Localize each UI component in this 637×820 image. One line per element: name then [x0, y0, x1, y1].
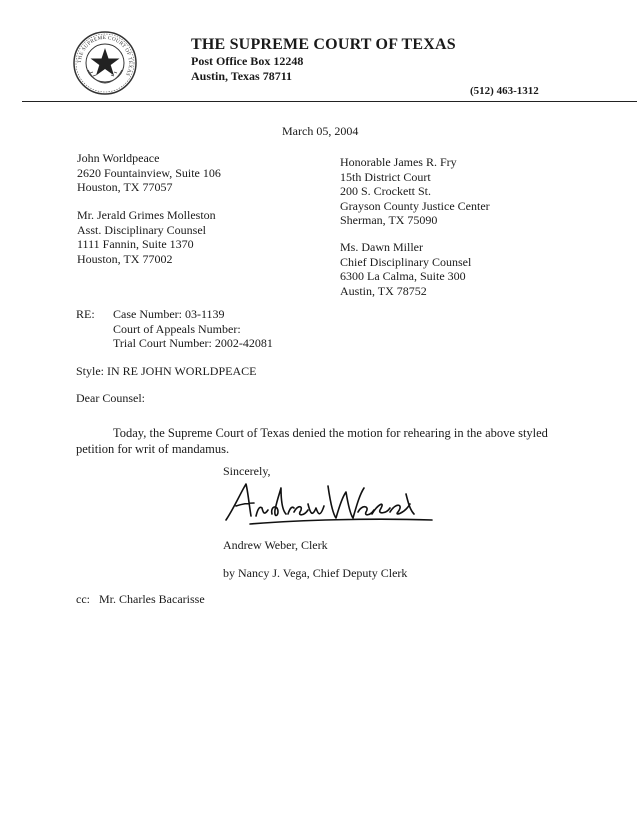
address-line: 6300 La Calma, Suite 300 [340, 269, 466, 283]
case-style: Style: IN RE JOHN WORLDPEACE [76, 364, 257, 378]
address-line: Chief Disciplinary Counsel [340, 254, 472, 269]
court-name: THE SUPREME COURT OF TEXAS [191, 36, 456, 53]
star-icon [91, 48, 120, 76]
seal-text: THE SUPREME COURT OF TEXAS [76, 34, 134, 77]
court-address-line1: Post Office Box 12248 [191, 54, 304, 68]
case-number: Case Number: 03-1139 [113, 307, 225, 321]
body-text-line1: Today, the Supreme Court of Texas denied the motion for rehearing in the above styled [113, 426, 548, 440]
court-address-line2: Austin, Texas 78711 [191, 69, 293, 83]
address-line: 1111 Fannin, Suite 1370 [77, 237, 194, 251]
address-line: 2620 Fountainview, Suite 106 [77, 165, 221, 180]
address-line: John Worldpeace [77, 151, 160, 165]
signer-name: Andrew Weber, Clerk [223, 538, 328, 552]
recipient-address-1 [77, 151, 221, 195]
address-line: Ms. Dawn Miller [340, 240, 423, 254]
re-label: RE: [76, 307, 95, 321]
appeals-number: Court of Appeals Number: [113, 321, 241, 336]
handwritten-signature [220, 474, 435, 529]
court-phone: (512) 463-1312 [470, 85, 539, 97]
address-line: Sherman, TX 75090 [340, 213, 438, 227]
address-line: Houston, TX 77002 [77, 251, 173, 266]
recipient-address-4 [340, 240, 471, 298]
address-line: Austin, TX 78752 [340, 283, 427, 298]
re-details [113, 307, 273, 351]
court-seal-logo [72, 30, 138, 96]
body-text-line2: petition for writ of mandamus. [76, 442, 230, 456]
deputy-clerk-line: by Nancy J. Vega, Chief Deputy Clerk [223, 566, 408, 580]
address-line: Mr. Jerald Grimes Molleston [77, 208, 216, 222]
cc-name: Mr. Charles Bacarisse [99, 592, 205, 606]
address-line: Honorable James R. Fry [340, 155, 457, 169]
letterhead-divider [22, 101, 637, 102]
cc-label: cc: [76, 592, 90, 606]
address-line: Grayson County Justice Center [340, 198, 490, 213]
closing-sincerely: Sincerely, [223, 464, 271, 478]
address-line: Houston, TX 77057 [77, 180, 173, 194]
recipient-address-3 [340, 155, 490, 228]
address-line: Asst. Disciplinary Counsel [77, 222, 206, 237]
address-line: 200 S. Crockett St. [340, 184, 432, 198]
trial-court-number: Trial Court Number: 2002-42081 [113, 336, 273, 350]
recipient-address-2 [77, 208, 216, 266]
letter-date: March 05, 2004 [282, 124, 359, 138]
address-line: 15th District Court [340, 169, 431, 184]
salutation: Dear Counsel: [76, 391, 145, 405]
